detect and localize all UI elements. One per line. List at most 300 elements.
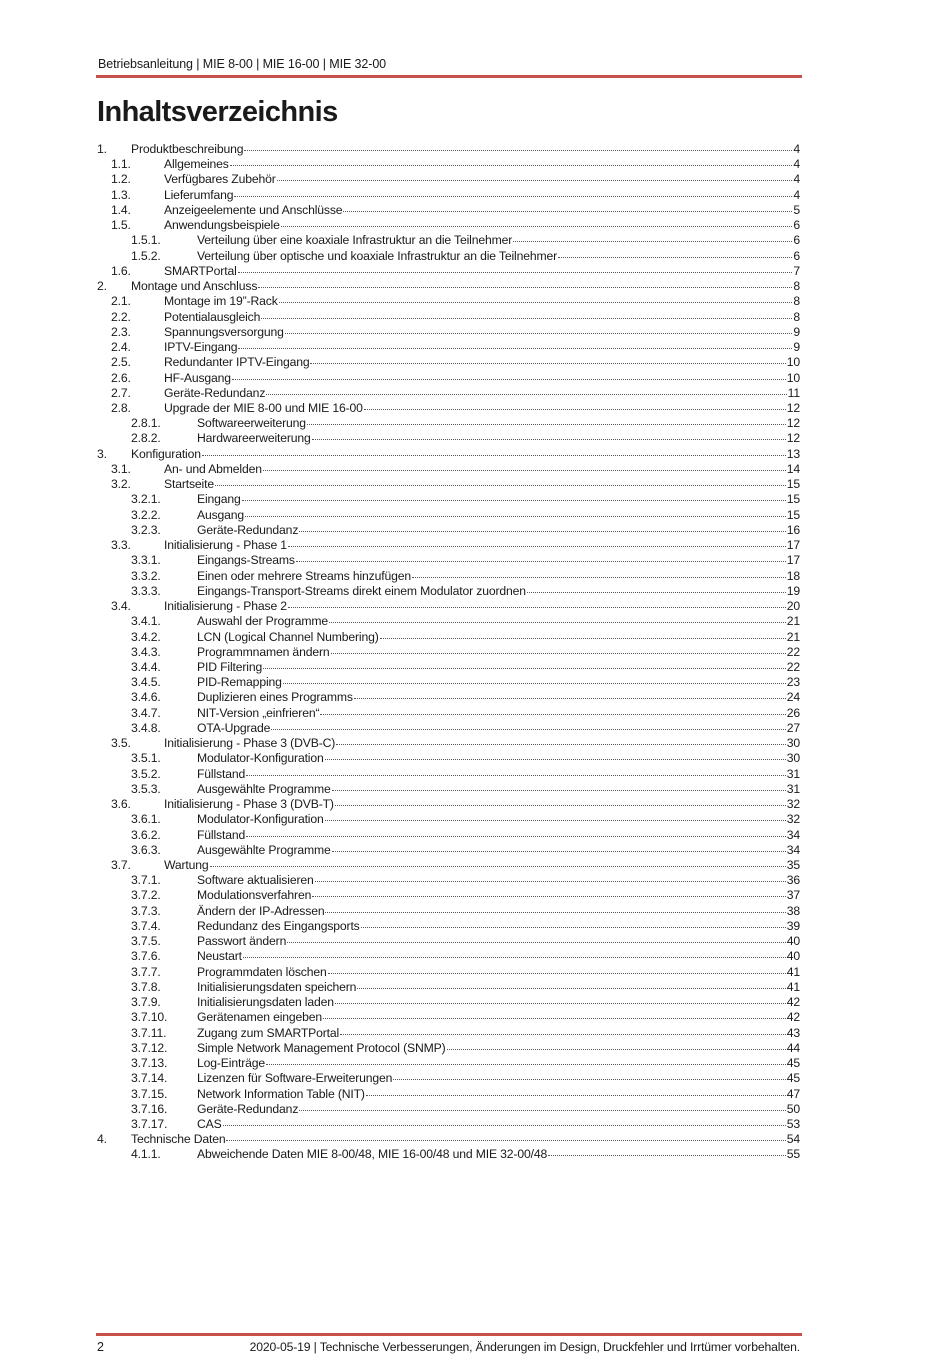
toc-dot-leader xyxy=(354,690,786,699)
toc-entry[interactable] xyxy=(97,249,800,264)
toc-dot-leader xyxy=(277,172,793,181)
toc-entry[interactable] xyxy=(97,416,800,431)
toc-entry[interactable] xyxy=(97,1132,800,1147)
toc-entry[interactable] xyxy=(97,706,800,721)
toc-entry[interactable] xyxy=(97,904,800,919)
toc-entry-title: Montage und Anschluss xyxy=(131,279,258,294)
toc-entry[interactable] xyxy=(97,751,800,766)
toc-entry-number: 1.4. xyxy=(111,202,131,217)
toc-entry-line xyxy=(164,538,800,553)
toc-entry-number: 3.2.3. xyxy=(131,522,161,537)
toc-entry[interactable] xyxy=(97,569,800,584)
toc-dot-leader xyxy=(325,751,786,760)
toc-entry[interactable] xyxy=(97,538,800,553)
toc-entry-title: Anzeigeelemente und Anschlüsse xyxy=(164,202,343,217)
toc-dot-leader xyxy=(325,812,786,821)
toc-entry-line xyxy=(197,904,800,919)
toc-entry[interactable] xyxy=(97,431,800,446)
toc-dot-leader xyxy=(361,919,786,928)
toc-entry[interactable] xyxy=(97,1071,800,1086)
toc-entry-line xyxy=(197,416,800,431)
toc-entry-title: Zugang zum SMARTPortal xyxy=(197,1025,340,1040)
toc-entry-number: 4.1.1. xyxy=(131,1147,161,1162)
toc-entry-number: 2.8. xyxy=(111,400,131,415)
toc-entry-number: 3.7.3. xyxy=(131,903,161,918)
toc-entry[interactable] xyxy=(97,401,800,416)
toc-entry-line xyxy=(197,690,800,705)
toc-entry-number: 3.4.4. xyxy=(131,659,161,674)
toc-entry-page: 15 xyxy=(786,492,800,507)
toc-dot-leader xyxy=(288,538,786,547)
toc-entry-number: 3.4.6. xyxy=(131,690,161,705)
toc-entry-line xyxy=(164,371,800,386)
toc-entry[interactable] xyxy=(97,888,800,903)
toc-entry-title: Upgrade der MIE 8-00 und MIE 16-00 xyxy=(164,400,363,415)
toc-dot-leader xyxy=(230,157,793,166)
toc-entry-line xyxy=(197,980,800,995)
toc-dot-leader xyxy=(299,1102,785,1111)
toc-dot-leader xyxy=(215,477,786,486)
toc-entry[interactable] xyxy=(97,492,800,507)
toc-entry-title: Anwendungsbeispiele xyxy=(164,218,280,233)
toc-entry-line xyxy=(197,1056,800,1071)
toc-entry-line xyxy=(164,188,800,203)
toc-entry[interactable] xyxy=(97,157,800,172)
toc-dot-leader xyxy=(307,416,786,425)
toc-entry-line xyxy=(197,492,800,507)
toc-entry-line xyxy=(164,736,800,751)
toc-entry-line xyxy=(164,325,800,340)
toc-entry-number: 3.4.2. xyxy=(131,629,161,644)
toc-entry[interactable] xyxy=(97,279,800,294)
toc-dot-leader xyxy=(393,1071,785,1080)
toc-entry-line xyxy=(197,873,800,888)
toc-entry-line xyxy=(197,888,800,903)
toc-dot-leader xyxy=(285,325,793,334)
toc-entry-line xyxy=(164,218,800,233)
toc-entry-line xyxy=(131,142,800,157)
toc-dot-leader xyxy=(263,660,786,669)
toc-entry-line xyxy=(164,858,800,873)
toc-entry-number: 3.7.13. xyxy=(131,1056,168,1071)
toc-entry[interactable] xyxy=(97,919,800,934)
toc-dot-leader xyxy=(261,310,792,319)
toc-dot-leader xyxy=(287,934,786,943)
toc-entry-number: 3.7.14. xyxy=(131,1071,168,1086)
toc-entry-number: 3.6.2. xyxy=(131,827,161,842)
toc-entry[interactable] xyxy=(97,1147,800,1162)
toc-entry-page: 41 xyxy=(786,979,800,994)
toc-entry-page: 11 xyxy=(787,385,800,400)
toc-entry-title: Redundanter IPTV-Eingang xyxy=(164,355,310,370)
toc-dot-leader xyxy=(279,294,793,303)
toc-entry-page: 34 xyxy=(786,827,800,842)
toc-entry-line xyxy=(197,706,800,721)
toc-entry-line xyxy=(131,447,800,462)
toc-entry-line xyxy=(197,249,800,264)
toc-entry[interactable] xyxy=(97,660,800,675)
toc-entry-number: 3.7.9. xyxy=(131,995,161,1010)
toc-entry-title: Network Information Table (NIT) xyxy=(197,1086,365,1101)
toc-entry[interactable] xyxy=(97,355,800,370)
toc-entry-line xyxy=(197,614,800,629)
toc-dot-leader xyxy=(271,721,785,730)
toc-entry-number: 2.7. xyxy=(111,385,131,400)
toc-entry-page: 24 xyxy=(786,690,800,705)
toc-entry[interactable] xyxy=(97,1102,800,1117)
toc-entry[interactable] xyxy=(97,584,800,599)
toc-entry-title: Allgemeines xyxy=(164,157,229,172)
toc-entry-page: 34 xyxy=(786,842,800,857)
toc-entry-title: Redundanz des Eingangsports xyxy=(197,918,360,933)
toc-dot-leader xyxy=(312,888,786,897)
toc-entry-page: 9 xyxy=(793,340,800,355)
toc-entry-title: Modulator-Konfiguration xyxy=(197,812,324,827)
toc-entry-page: 6 xyxy=(793,248,800,263)
toc-entry[interactable] xyxy=(97,264,800,279)
toc-dot-leader xyxy=(357,980,785,989)
toc-entry-line xyxy=(197,843,800,858)
toc-entry-line xyxy=(197,812,800,827)
toc-entry-title: Initialisierung - Phase 3 (DVB-C) xyxy=(164,736,336,751)
toc-entry-line xyxy=(164,386,800,401)
toc-entry-number: 1. xyxy=(97,142,107,156)
toc-entry-title: Log-Einträge xyxy=(197,1056,265,1071)
toc-entry-number: 2.5. xyxy=(111,355,131,370)
toc-entry-title: Initialisierung - Phase 2 xyxy=(164,599,287,614)
toc-entry-page: 4 xyxy=(793,142,800,156)
toc-entry[interactable] xyxy=(97,1117,800,1132)
toc-entry-title: Spannungsversorgung xyxy=(164,324,284,339)
toc-entry-title: Lizenzen für Software-Erweiterungen xyxy=(197,1071,393,1086)
toc-entry-number: 3.4.1. xyxy=(131,614,161,629)
toc-entry-page: 9 xyxy=(793,324,800,339)
toc-entry[interactable] xyxy=(97,172,800,187)
toc-entry-line xyxy=(164,340,800,355)
toc-entry-number: 3.2.2. xyxy=(131,507,161,522)
toc-entry-title: Verteilung über eine koaxiale Infrastruktur an die Teilnehmer xyxy=(197,233,513,248)
toc-entry[interactable] xyxy=(97,1026,800,1041)
toc-entry[interactable] xyxy=(97,523,800,538)
toc-entry-line xyxy=(197,660,800,675)
toc-entry-number: 3.5.2. xyxy=(131,766,161,781)
toc-dot-leader xyxy=(513,233,792,242)
toc-entry-line xyxy=(197,1010,800,1025)
toc-entry-page: 4 xyxy=(793,157,800,172)
toc-dot-leader xyxy=(312,431,786,440)
toc-entry-line xyxy=(197,569,800,584)
toc-entry-title: Initialisierungsdaten speichern xyxy=(197,979,357,994)
toc-entry-number: 1.1. xyxy=(111,157,131,172)
toc-entry-page: 18 xyxy=(786,568,800,583)
toc-entry[interactable] xyxy=(97,447,800,462)
toc-entry-line xyxy=(197,919,800,934)
toc-entry-number: 3.7. xyxy=(111,858,131,873)
footer-disclaimer: 2020-05-19 | Technische Verbesserungen, Änderungen im Design, Druckfehler und Irrtümer vorbehalten. xyxy=(249,1340,800,1354)
toc-entry[interactable] xyxy=(97,980,800,995)
toc-entry-title: HF-Ausgang xyxy=(164,370,231,385)
toc-entry-number: 3.7.10. xyxy=(131,1010,168,1025)
toc-entry-title: Software aktualisieren xyxy=(197,873,314,888)
toc-entry-number: 2. xyxy=(97,279,107,294)
toc-entry-page: 16 xyxy=(786,522,800,537)
toc-entry-page: 42 xyxy=(786,1010,800,1025)
toc-dot-leader xyxy=(202,447,786,456)
toc-entry[interactable] xyxy=(97,782,800,797)
toc-dot-leader xyxy=(412,569,786,578)
toc-entry[interactable] xyxy=(97,858,800,873)
toc-entry-number: 1.5.1. xyxy=(131,233,161,248)
toc-entry-page: 7 xyxy=(793,263,800,278)
toc-entry-title: NIT-Version „einfrieren“ xyxy=(197,705,320,720)
toc-entry[interactable] xyxy=(97,477,800,492)
page-title: Inhaltsverzeichnis xyxy=(97,96,338,128)
toc-entry[interactable] xyxy=(97,965,800,980)
toc-entry-number: 1.5. xyxy=(111,218,131,233)
toc-entry-number: 1.6. xyxy=(111,263,131,278)
toc-entry-number: 3.7.11. xyxy=(131,1025,167,1040)
toc-entry[interactable] xyxy=(97,386,800,401)
toc-entry[interactable] xyxy=(97,599,800,614)
toc-entry-page: 32 xyxy=(786,797,800,812)
toc-dot-leader xyxy=(335,797,786,806)
toc-dot-leader xyxy=(232,371,786,380)
toc-entry[interactable] xyxy=(97,371,800,386)
toc-entry-page: 12 xyxy=(786,416,800,431)
toc-entry[interactable] xyxy=(97,203,800,218)
toc-entry-page: 36 xyxy=(786,873,800,888)
toc-entry-number: 2.8.1. xyxy=(131,416,161,431)
toc-dot-leader xyxy=(366,1087,786,1096)
toc-entry-page: 10 xyxy=(786,355,800,370)
toc-entry-page: 53 xyxy=(786,1117,800,1131)
toc-entry[interactable] xyxy=(97,767,800,782)
toc-entry[interactable] xyxy=(97,553,800,568)
toc-entry-title: Produktbeschreibung xyxy=(131,142,244,156)
toc-entry-line xyxy=(197,553,800,568)
toc-dot-leader xyxy=(245,508,786,517)
toc-entry-number: 3.6. xyxy=(111,797,131,812)
toc-entry-title: Abweichende Daten MIE 8-00/48, MIE 16-00/48 und MIE 32-00/48 xyxy=(197,1147,548,1162)
toc-dot-leader xyxy=(246,767,786,776)
toc-entry[interactable] xyxy=(97,1056,800,1071)
toc-entry-page: 4 xyxy=(793,172,800,187)
toc-dot-leader xyxy=(288,599,786,608)
toc-entry-title: Eingang xyxy=(197,492,241,507)
toc-dot-leader xyxy=(323,1010,786,1019)
toc-entry-number: 1.3. xyxy=(111,187,131,202)
toc-entry[interactable] xyxy=(97,294,800,309)
toc-entry-number: 3.2.1. xyxy=(131,492,161,507)
toc-entry-number: 3.7.6. xyxy=(131,949,161,964)
toc-entry-number: 3.2. xyxy=(111,477,131,492)
toc-entry[interactable] xyxy=(97,828,800,843)
toc-entry-line xyxy=(197,675,800,690)
toc-entry-number: 3.4.5. xyxy=(131,675,161,690)
toc-entry-number: 2.1. xyxy=(111,294,131,309)
toc-entry-page: 6 xyxy=(793,233,800,248)
toc-entry-page: 13 xyxy=(786,446,800,461)
toc-entry-number: 3.4.8. xyxy=(131,720,161,735)
toc-entry-line xyxy=(164,401,800,416)
toc-dot-leader xyxy=(210,858,786,867)
toc-entry-page: 23 xyxy=(786,675,800,690)
toc-entry-number: 3.3.1. xyxy=(131,553,161,568)
toc-entry-title: Wartung xyxy=(164,858,209,873)
toc-entry-number: 3.6.3. xyxy=(131,842,161,857)
toc-entry-title: IPTV-Eingang xyxy=(164,340,238,355)
toc-entry-page: 30 xyxy=(786,751,800,766)
toc-entry-line xyxy=(197,1071,800,1086)
toc-entry-line xyxy=(131,1132,800,1147)
toc-entry[interactable] xyxy=(97,675,800,690)
toc-entry[interactable] xyxy=(97,1041,800,1056)
toc-entry-number: 4. xyxy=(97,1132,107,1147)
toc-entry-page: 38 xyxy=(786,903,800,918)
toc-entry-page: 44 xyxy=(786,1040,800,1055)
toc-entry[interactable] xyxy=(97,995,800,1010)
toc-entry[interactable] xyxy=(97,812,800,827)
toc-entry-page: 5 xyxy=(793,202,800,217)
toc-entry[interactable] xyxy=(97,614,800,629)
toc-entry-title: Ändern der IP-Adressen xyxy=(197,903,325,918)
toc-entry-number: 3.1. xyxy=(111,461,131,476)
toc-entry-page: 8 xyxy=(793,294,800,309)
toc-entry[interactable] xyxy=(97,1087,800,1102)
toc-entry-page: 54 xyxy=(786,1132,800,1147)
toc-entry-number: 3.7.1. xyxy=(131,873,161,888)
toc-entry[interactable] xyxy=(97,949,800,964)
toc-dot-leader xyxy=(223,1117,786,1126)
toc-dot-leader xyxy=(258,279,792,288)
toc-entry[interactable] xyxy=(97,142,800,157)
toc-entry-title: Verfügbares Zubehör xyxy=(164,172,276,187)
toc-entry[interactable] xyxy=(97,721,800,736)
toc-entry-title: Initialisierungsdaten laden xyxy=(197,995,334,1010)
toc-entry-page: 42 xyxy=(786,995,800,1010)
toc-entry-title: LCN (Logical Channel Numbering) xyxy=(197,629,379,644)
toc-entry[interactable] xyxy=(97,462,800,477)
toc-entry-line xyxy=(197,949,800,964)
toc-entry-line xyxy=(131,279,800,294)
toc-dot-leader xyxy=(266,386,786,395)
toc-entry-line xyxy=(164,264,800,279)
toc-entry-title: Hardwareerweiterung xyxy=(197,431,311,446)
toc-entry-page: 27 xyxy=(786,720,800,735)
toc-entry[interactable] xyxy=(97,934,800,949)
toc-entry-number: 3.4. xyxy=(111,599,131,614)
toc-entry-line xyxy=(197,934,800,949)
toc-dot-leader xyxy=(331,645,786,654)
toc-dot-leader xyxy=(328,965,786,974)
toc-entry-line xyxy=(197,523,800,538)
toc-entry-number: 3.7.16. xyxy=(131,1101,168,1116)
toc-entry-title: OTA-Upgrade xyxy=(197,720,271,735)
toc-entry-page: 20 xyxy=(786,599,800,614)
toc-entry-page: 19 xyxy=(786,583,800,598)
toc-entry-title: Potentialausgleich xyxy=(164,309,261,324)
toc-entry-line xyxy=(164,294,800,309)
toc-dot-leader xyxy=(266,1056,786,1065)
toc-entry[interactable] xyxy=(97,873,800,888)
toc-dot-leader xyxy=(283,675,786,684)
toc-entry-line xyxy=(197,767,800,782)
toc-entry-page: 4 xyxy=(793,187,800,202)
toc-entry[interactable] xyxy=(97,843,800,858)
toc-entry[interactable] xyxy=(97,1010,800,1025)
toc-entry-title: Initialisierung - Phase 3 (DVB-T) xyxy=(164,797,334,812)
toc-entry-title: Initialisierung - Phase 1 xyxy=(164,538,287,553)
toc-entry[interactable] xyxy=(97,233,800,248)
toc-entry-title: An- und Abmelden xyxy=(164,461,262,476)
toc-dot-leader xyxy=(238,340,792,349)
toc-dot-leader xyxy=(246,828,786,837)
toc-dot-leader xyxy=(364,401,786,410)
toc-entry-page: 37 xyxy=(786,888,800,903)
toc-entry-line xyxy=(164,203,800,218)
toc-dot-leader xyxy=(332,843,786,852)
toc-entry-number: 1.5.2. xyxy=(131,248,161,263)
toc-entry[interactable] xyxy=(97,218,800,233)
toc-dot-leader xyxy=(226,1132,785,1141)
toc-dot-leader xyxy=(243,949,786,958)
toc-entry[interactable] xyxy=(97,188,800,203)
toc-entry[interactable] xyxy=(97,310,800,325)
toc-entry-number: 3.4.7. xyxy=(131,705,161,720)
toc-dot-leader xyxy=(527,584,786,593)
toc-entry-page: 6 xyxy=(793,218,800,233)
toc-entry-number: 3.7.8. xyxy=(131,979,161,994)
toc-entry[interactable] xyxy=(97,630,800,645)
toc-dot-leader xyxy=(315,873,786,882)
toc-entry-line xyxy=(197,721,800,736)
toc-entry[interactable] xyxy=(97,645,800,660)
toc-entry[interactable] xyxy=(97,690,800,705)
toc-entry-number: 2.6. xyxy=(111,370,131,385)
toc-entry-title: Passwort ändern xyxy=(197,934,287,949)
toc-entry-title: Startseite xyxy=(164,477,214,492)
toc-entry-page: 39 xyxy=(786,918,800,933)
toc-entry-line xyxy=(164,172,800,187)
toc-entry[interactable] xyxy=(97,736,800,751)
toc-entry-line xyxy=(197,630,800,645)
toc-entry-page: 31 xyxy=(786,781,800,796)
toc-entry-title: Programmnamen ändern xyxy=(197,644,330,659)
toc-entry[interactable] xyxy=(97,508,800,523)
toc-entry-page: 47 xyxy=(786,1086,800,1101)
toc-entry-page: 31 xyxy=(786,766,800,781)
toc-entry-title: Simple Network Management Protocol (SNMP) xyxy=(197,1040,446,1055)
toc-entry[interactable] xyxy=(97,325,800,340)
toc-dot-leader xyxy=(340,1026,786,1035)
toc-entry-page: 45 xyxy=(786,1056,800,1071)
toc-entry-page: 50 xyxy=(786,1101,800,1116)
toc-dot-leader xyxy=(263,462,786,471)
footer-rule xyxy=(96,1333,802,1336)
toc-entry-number: 3.7.17. xyxy=(131,1117,168,1131)
toc-entry-title: Technische Daten xyxy=(131,1132,226,1147)
toc-entry-page: 17 xyxy=(786,553,800,568)
toc-entry-line xyxy=(197,1117,800,1132)
toc-entry-line xyxy=(197,1041,800,1056)
toc-dot-leader xyxy=(320,706,785,715)
toc-dot-leader xyxy=(548,1147,786,1156)
toc-entry-page: 41 xyxy=(786,964,800,979)
toc-entry-number: 3.7.2. xyxy=(131,888,161,903)
toc-entry[interactable] xyxy=(97,797,800,812)
toc-entry[interactable] xyxy=(97,340,800,355)
toc-dot-leader xyxy=(336,736,786,745)
